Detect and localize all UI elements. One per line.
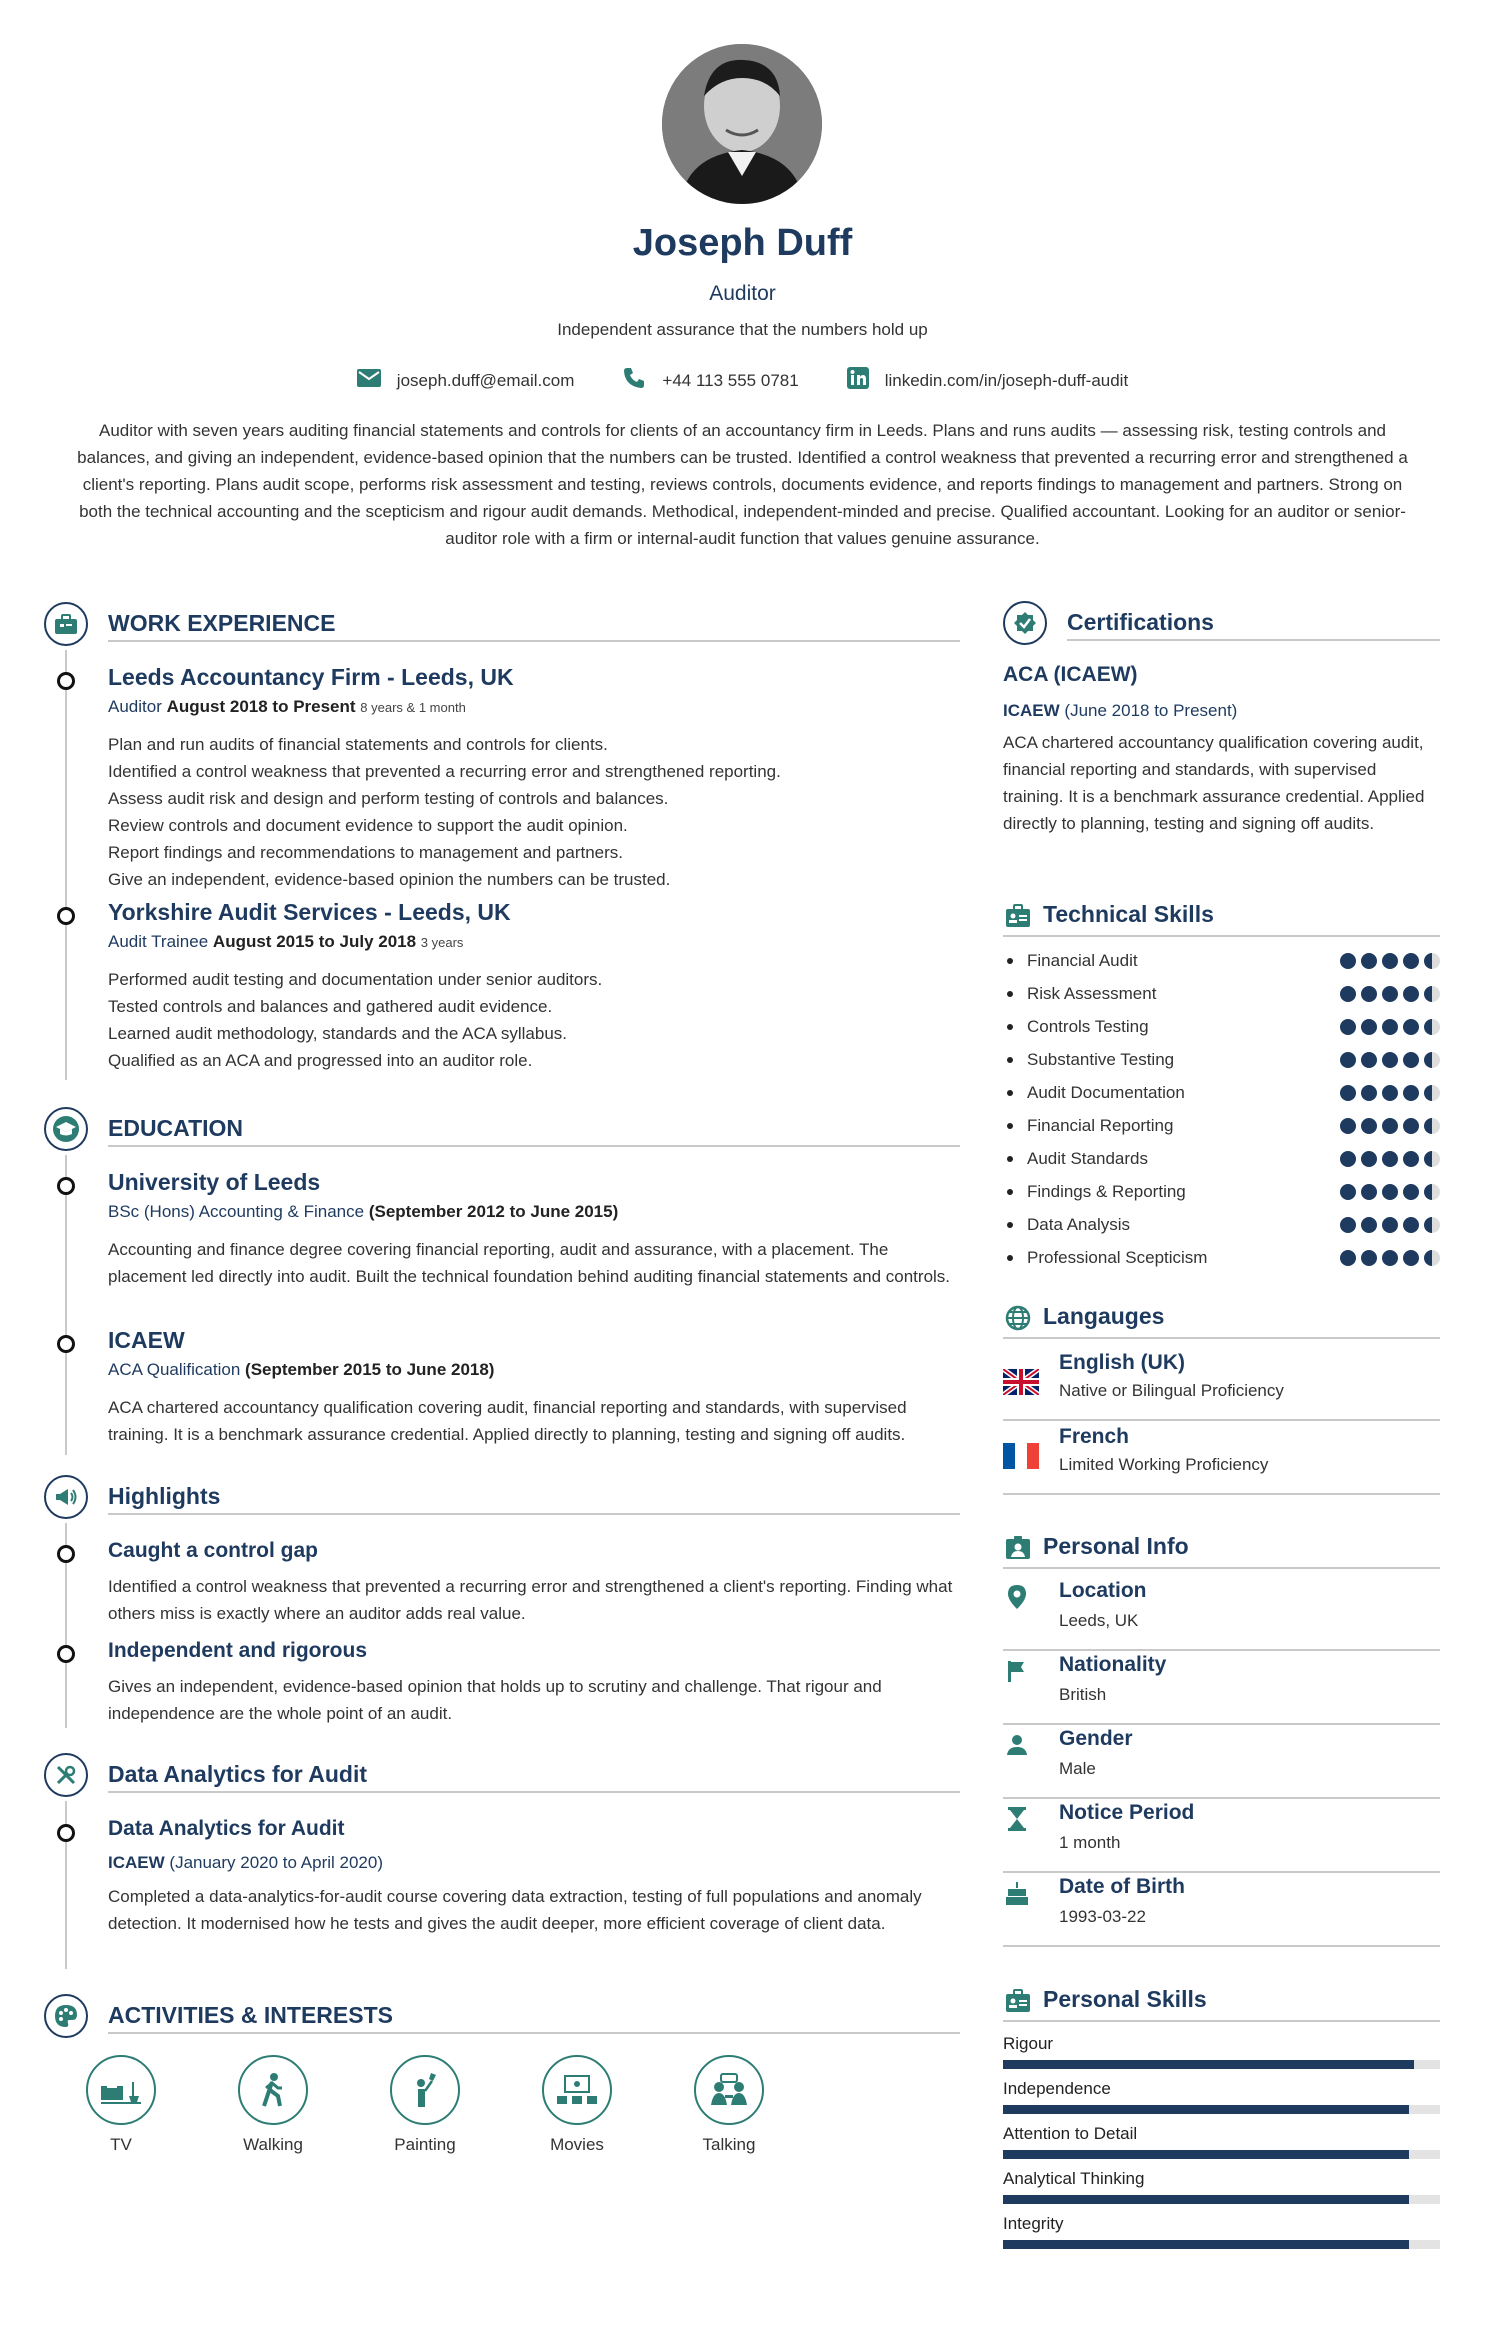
rating-dot xyxy=(1361,953,1377,969)
rating-dot xyxy=(1424,1184,1440,1200)
hourglass-icon xyxy=(1003,1805,1031,1833)
movies-icon xyxy=(542,2055,612,2125)
skill-level-bar xyxy=(1003,2105,1440,2114)
rating-dot xyxy=(1403,1184,1419,1200)
technical-skill-name: Financial Audit xyxy=(1003,951,1138,971)
language-name: English (UK) xyxy=(1059,1351,1185,1374)
activity-item xyxy=(213,2055,333,2155)
tagline: Independent assurance that the numbers hold up xyxy=(557,320,928,339)
section-divider xyxy=(108,2032,960,2034)
rating-dot xyxy=(1340,1217,1356,1233)
megaphone-icon xyxy=(44,1475,88,1519)
rating-dot xyxy=(1424,986,1440,1002)
skill-level-fill xyxy=(1003,2195,1409,2204)
section-divider xyxy=(1067,639,1440,641)
timeline-bullet xyxy=(57,1545,75,1563)
section-title: Data Analytics for Audit xyxy=(108,1761,367,1787)
skill-level-fill xyxy=(1003,2060,1414,2069)
job-dates: August 2018 to Present xyxy=(166,697,356,716)
personal-info-item xyxy=(1003,1799,1440,1873)
location-pin-icon xyxy=(1003,1583,1031,1611)
technical-skill-row xyxy=(1003,944,1440,977)
education-entry xyxy=(108,1169,963,1290)
timeline-line xyxy=(65,650,67,1080)
personal-skills-header xyxy=(1003,1980,1440,2026)
info-key: Date of Birth xyxy=(1059,1875,1185,1898)
job-duration: 3 years xyxy=(420,935,464,950)
course-meta xyxy=(108,1853,963,1873)
job-title: Auditor xyxy=(709,282,776,305)
certification-meta xyxy=(1003,701,1440,721)
contact-linkedin[interactable] xyxy=(847,366,1129,395)
education-degree: BSc (Hons) Accounting & Finance xyxy=(108,1202,365,1221)
rating-dot xyxy=(1361,1217,1377,1233)
highlights-header xyxy=(44,1475,960,1521)
certificate-badge-icon xyxy=(1003,601,1047,645)
skill-rating-dots xyxy=(1340,953,1440,969)
rating-dot xyxy=(1403,1052,1419,1068)
id-card-icon xyxy=(1003,1986,1033,2016)
course-entry xyxy=(108,1817,963,1937)
education-dates: (September 2012 to June 2015) xyxy=(368,1202,619,1221)
rating-dot xyxy=(1340,1019,1356,1035)
linkedin-text: linkedin.com/in/joseph-duff-audit xyxy=(884,370,1129,390)
skill-level-bar xyxy=(1003,2150,1440,2159)
personal-info-item xyxy=(1003,1725,1440,1799)
info-key: Location xyxy=(1059,1579,1147,1602)
tv-icon xyxy=(86,2055,156,2125)
personal-info-header xyxy=(1003,1527,1440,1573)
technical-skill-row xyxy=(1003,1208,1440,1241)
rating-dot xyxy=(1340,1151,1356,1167)
palette-icon xyxy=(44,1994,88,2038)
activity-label: Movies xyxy=(550,2135,604,2154)
rating-dot xyxy=(1424,1217,1440,1233)
rating-dot xyxy=(1403,1151,1419,1167)
walking-icon xyxy=(238,2055,308,2125)
rating-dot xyxy=(1340,1118,1356,1134)
rating-dot xyxy=(1340,986,1356,1002)
course-dates: (January 2020 to April 2020) xyxy=(169,1853,383,1872)
id-card-icon xyxy=(1003,901,1033,931)
contact-card-icon xyxy=(1003,1533,1033,1563)
info-key: Notice Period xyxy=(1059,1801,1195,1824)
skill-rating-dots xyxy=(1340,1184,1440,1200)
linkedin-icon xyxy=(847,367,869,394)
job-bullet: Give an independent, evidence-based opinion the numbers can be trusted. xyxy=(108,870,671,889)
highlight-title: Caught a control gap xyxy=(108,1539,318,1562)
info-value: 1993-03-22 xyxy=(1059,1907,1146,1926)
skill-rating-dots xyxy=(1340,1019,1440,1035)
section-divider xyxy=(108,640,960,642)
rating-dot xyxy=(1382,1085,1398,1101)
section-title: Personal Skills xyxy=(1043,1986,1207,2012)
rating-dot xyxy=(1424,953,1440,969)
job-company: Yorkshire Audit Services - Leeds, UK xyxy=(108,899,511,925)
person-icon xyxy=(1003,1731,1031,1759)
technical-skill-name: Risk Assessment xyxy=(1003,984,1156,1004)
activity-label: TV xyxy=(110,2135,132,2154)
courses-header xyxy=(44,1753,960,1799)
timeline-bullet xyxy=(57,1645,75,1663)
technical-skill-name: Financial Reporting xyxy=(1003,1116,1173,1136)
summary-paragraph: Auditor with seven years auditing financial statements and controls for clients of an accountancy firm in Leeds. Plans and runs audits — assessing risk, testing controls and balances, and giving an independent, evidence-based opinion that the numbers can be trusted. Identified a control weakness that prevented a recurring error and strengthened a client's reporting. Plans audit scope, performs risk assessment and testing, reviews controls, documents evidence, and reports findings to management and partners. Strong on both the technical accounting and the scepticism and rigour audit demands. Methodical, independent-minded and precise. Qualified accountant. Looking for an auditor or senior-auditor role with a firm or internal-audit function that values genuine assurance. xyxy=(77,421,1408,548)
technical-skills-header xyxy=(1003,895,1440,941)
technical-skill-row xyxy=(1003,1043,1440,1076)
highlight-text: Identified a control weakness that prevented a recurring error and strengthened a client's reporting. Finding what others miss is exactly where an auditor adds real value. xyxy=(108,1577,953,1623)
contact-phone[interactable] xyxy=(622,366,798,395)
rating-dot xyxy=(1340,953,1356,969)
timeline-line xyxy=(65,1155,67,1455)
technical-skill-name: Substantive Testing xyxy=(1003,1050,1174,1070)
rating-dot xyxy=(1361,1184,1377,1200)
rating-dot xyxy=(1382,1151,1398,1167)
info-key: Gender xyxy=(1059,1727,1133,1750)
job-bullet: Tested controls and balances and gathered audit evidence. xyxy=(108,997,553,1016)
language-level: Limited Working Proficiency xyxy=(1059,1455,1269,1474)
technical-skill-name: Audit Documentation xyxy=(1003,1083,1185,1103)
briefcase-icon xyxy=(44,602,88,646)
painting-icon xyxy=(390,2055,460,2125)
certification-dates: (June 2018 to Present) xyxy=(1064,701,1238,720)
skill-rating-dots xyxy=(1340,986,1440,1002)
education-school: ICAEW xyxy=(108,1327,185,1353)
job-meta xyxy=(108,697,963,717)
activity-item xyxy=(365,2055,485,2155)
section-title: Highlights xyxy=(108,1483,221,1509)
rating-dot xyxy=(1361,1118,1377,1134)
activity-item xyxy=(669,2055,789,2155)
job-bullet: Assess audit risk and design and perform testing of controls and balances. xyxy=(108,789,669,808)
flag-icon xyxy=(1003,1657,1031,1685)
rating-dot xyxy=(1403,1250,1419,1266)
skill-level-fill xyxy=(1003,2240,1409,2249)
france-flag-icon xyxy=(1003,1443,1039,1469)
skill-level-bar xyxy=(1003,2240,1440,2249)
contact-email[interactable] xyxy=(357,366,575,395)
rating-dot xyxy=(1361,1151,1377,1167)
section-divider xyxy=(108,1791,960,1793)
technical-skill-name: Professional Scepticism xyxy=(1003,1248,1207,1268)
activities-header xyxy=(44,1994,960,2040)
highlight-entry xyxy=(108,1539,963,1627)
education-text: ACA chartered accountancy qualification covering audit, financial reporting and standards, with supervised training. It is a benchmark assurance credential. Applied directly to planning, testing and signing off audits. xyxy=(108,1398,907,1444)
rating-dot xyxy=(1340,1184,1356,1200)
education-school: University of Leeds xyxy=(108,1169,321,1195)
contact-bar xyxy=(0,366,1485,395)
personal-skill-name: Rigour xyxy=(1003,2034,1054,2053)
timeline-bullet xyxy=(57,672,75,690)
globe-icon xyxy=(1003,1303,1033,1333)
job-company: Leeds Accountancy Firm - Leeds, UK xyxy=(108,664,514,690)
rating-dot xyxy=(1361,986,1377,1002)
activity-label: Talking xyxy=(702,2135,756,2154)
rating-dot xyxy=(1382,1217,1398,1233)
candidate-name: Joseph Duff xyxy=(632,222,853,264)
phone-icon xyxy=(622,366,646,395)
highlight-entry xyxy=(108,1639,963,1727)
rating-dot xyxy=(1424,1250,1440,1266)
rating-dot xyxy=(1340,1085,1356,1101)
profile-photo xyxy=(662,44,822,204)
highlight-text: Gives an independent, evidence-based opinion that holds up to scrutiny and challenge. That rigour and independence are the whole point of an audit. xyxy=(108,1677,882,1723)
job-entry xyxy=(108,899,963,1074)
info-value: British xyxy=(1059,1685,1107,1704)
skill-rating-dots xyxy=(1340,1250,1440,1266)
rating-dot xyxy=(1403,953,1419,969)
course-text: Completed a data-analytics-for-audit course covering data extraction, testing of full populations and anomaly detection. It modernised how he tests and gives the audit deeper, more efficient coverage of client data. xyxy=(108,1887,922,1933)
personal-skill-item xyxy=(1003,2124,1440,2170)
job-bullet: Performed audit testing and documentation under senior auditors. xyxy=(108,970,603,989)
activity-item xyxy=(517,2055,637,2155)
job-meta xyxy=(108,932,963,952)
section-title: EDUCATION xyxy=(108,1115,244,1141)
education-header xyxy=(44,1107,960,1153)
phone-text: +44 113 555 0781 xyxy=(662,370,799,390)
rating-dot xyxy=(1361,1052,1377,1068)
activity-label: Walking xyxy=(243,2135,303,2154)
info-value: Leeds, UK xyxy=(1059,1611,1139,1630)
info-key: Nationality xyxy=(1059,1653,1167,1676)
section-title: WORK EXPERIENCE xyxy=(108,610,336,636)
timeline-bullet xyxy=(57,907,75,925)
work-experience-header xyxy=(44,602,960,648)
technical-skill-row xyxy=(1003,1010,1440,1043)
skill-rating-dots xyxy=(1340,1052,1440,1068)
timeline-bullet xyxy=(57,1824,75,1842)
rating-dot xyxy=(1382,1184,1398,1200)
certification-name: ACA (ICAEW) xyxy=(1003,663,1138,686)
skill-rating-dots xyxy=(1340,1217,1440,1233)
highlight-title: Independent and rigorous xyxy=(108,1639,368,1662)
course-org: ICAEW xyxy=(108,1853,165,1872)
education-degree: ACA Qualification xyxy=(108,1360,241,1379)
language-entry xyxy=(1003,1347,1440,1421)
technical-skill-row xyxy=(1003,1076,1440,1109)
personal-skill-name: Independence xyxy=(1003,2079,1111,2098)
education-meta xyxy=(108,1360,963,1380)
personal-skill-name: Attention to Detail xyxy=(1003,2124,1138,2143)
tools-icon xyxy=(44,1753,88,1797)
technical-skill-row xyxy=(1003,1241,1440,1274)
technical-skills-list xyxy=(1003,944,1440,1274)
technical-skill-name: Data Analysis xyxy=(1003,1215,1130,1235)
certification-entry xyxy=(1003,663,1440,837)
job-entry xyxy=(108,664,963,893)
section-divider xyxy=(108,1145,960,1147)
job-bullets xyxy=(108,731,963,893)
rating-dot xyxy=(1382,986,1398,1002)
language-level: Native or Bilingual Proficiency xyxy=(1059,1381,1284,1400)
language-name: French xyxy=(1059,1425,1130,1448)
personal-skill-name: Analytical Thinking xyxy=(1003,2169,1145,2188)
course-title: Data Analytics for Audit xyxy=(108,1817,345,1840)
job-bullet: Identified a control weakness that prevented a recurring error and strengthened reporting. xyxy=(108,762,781,781)
rating-dot xyxy=(1424,1052,1440,1068)
job-bullets xyxy=(108,966,963,1074)
skill-level-fill xyxy=(1003,2105,1409,2114)
rating-dot xyxy=(1361,1085,1377,1101)
rating-dot xyxy=(1382,1118,1398,1134)
technical-skill-row xyxy=(1003,1175,1440,1208)
section-divider xyxy=(1003,2020,1440,2022)
rating-dot xyxy=(1403,986,1419,1002)
job-duration: 8 years & 1 month xyxy=(360,700,466,715)
technical-skill-name: Controls Testing xyxy=(1003,1017,1149,1037)
rating-dot xyxy=(1361,1250,1377,1266)
certifications-header xyxy=(1003,601,1440,647)
job-role: Audit Trainee xyxy=(108,932,209,951)
section-divider xyxy=(1003,935,1440,937)
personal-skill-item xyxy=(1003,2169,1440,2215)
rating-dot xyxy=(1340,1250,1356,1266)
personal-skill-item xyxy=(1003,2214,1440,2260)
rating-dot xyxy=(1382,953,1398,969)
personal-skill-name: Integrity xyxy=(1003,2214,1064,2233)
job-bullet: Learned audit methodology, standards and the ACA syllabus. xyxy=(108,1024,567,1043)
talking-icon xyxy=(694,2055,764,2125)
section-title: Langauges xyxy=(1043,1303,1165,1329)
skill-level-bar xyxy=(1003,2060,1440,2069)
job-role: Auditor xyxy=(108,697,162,716)
job-bullet: Qualified as an ACA and progressed into an auditor role. xyxy=(108,1051,533,1070)
job-dates: August 2015 to July 2018 xyxy=(212,932,417,951)
section-title: Personal Info xyxy=(1043,1533,1189,1559)
education-meta xyxy=(108,1202,963,1222)
personal-info-item xyxy=(1003,1577,1440,1651)
technical-skill-name: Audit Standards xyxy=(1003,1149,1148,1169)
certification-text: ACA chartered accountancy qualification covering audit, financial reporting and standards, with supervised training. It is a benchmark assurance credential. Applied directly to planning, testing and signing off audits. xyxy=(1003,733,1425,833)
rating-dot xyxy=(1424,1085,1440,1101)
rating-dot xyxy=(1382,1019,1398,1035)
section-divider xyxy=(1003,1337,1440,1339)
job-bullet: Plan and run audits of financial statements and controls for clients. xyxy=(108,735,608,754)
technical-skill-row xyxy=(1003,1109,1440,1142)
rating-dot xyxy=(1403,1118,1419,1134)
info-value: 1 month xyxy=(1059,1833,1121,1852)
activity-label: Painting xyxy=(394,2135,456,2154)
section-divider xyxy=(1003,1567,1440,1569)
activity-item xyxy=(61,2055,181,2155)
skill-level-fill xyxy=(1003,2150,1409,2159)
technical-skill-row xyxy=(1003,1142,1440,1175)
rating-dot xyxy=(1424,1151,1440,1167)
section-title: Certifications xyxy=(1067,609,1214,635)
job-bullet: Review controls and document evidence to support the audit opinion. xyxy=(108,816,628,835)
rating-dot xyxy=(1403,1019,1419,1035)
uk-flag-icon xyxy=(1003,1369,1039,1395)
education-text: Accounting and finance degree covering financial reporting, audit and assurance, with a placement. The placement led directly into audit. Built the technical foundation behind auditing financial statements and controls. xyxy=(108,1240,951,1286)
rating-dot xyxy=(1424,1019,1440,1035)
skill-rating-dots xyxy=(1340,1085,1440,1101)
section-title: ACTIVITIES & INTERESTS xyxy=(108,2002,393,2028)
personal-skill-item xyxy=(1003,2034,1440,2080)
rating-dot xyxy=(1340,1052,1356,1068)
personal-skill-item xyxy=(1003,2079,1440,2125)
section-divider xyxy=(108,1513,960,1515)
education-entry xyxy=(108,1327,963,1448)
job-bullet: Report findings and recommendations to management and partners. xyxy=(108,843,624,862)
rating-dot xyxy=(1361,1019,1377,1035)
graduation-cap-icon xyxy=(44,1107,88,1151)
education-dates: (September 2015 to June 2018) xyxy=(245,1360,495,1379)
rating-dot xyxy=(1403,1217,1419,1233)
technical-skill-name: Findings & Reporting xyxy=(1003,1182,1186,1202)
timeline-bullet xyxy=(57,1335,75,1353)
language-entry xyxy=(1003,1421,1440,1495)
info-value: Male xyxy=(1059,1759,1096,1778)
rating-dot xyxy=(1403,1085,1419,1101)
skill-rating-dots xyxy=(1340,1118,1440,1134)
personal-info-item xyxy=(1003,1873,1440,1947)
section-title: Technical Skills xyxy=(1043,901,1214,927)
email-text: joseph.duff@email.com xyxy=(396,370,575,390)
certification-org: ICAEW xyxy=(1003,701,1060,720)
skill-rating-dots xyxy=(1340,1151,1440,1167)
timeline-bullet xyxy=(57,1177,75,1195)
technical-skill-row xyxy=(1003,977,1440,1010)
rating-dot xyxy=(1424,1118,1440,1134)
skill-level-bar xyxy=(1003,2195,1440,2204)
languages-header xyxy=(1003,1297,1440,1343)
personal-info-item xyxy=(1003,1651,1440,1725)
rating-dot xyxy=(1382,1052,1398,1068)
rating-dot xyxy=(1382,1250,1398,1266)
cake-icon xyxy=(1003,1879,1031,1907)
email-icon xyxy=(357,368,381,393)
